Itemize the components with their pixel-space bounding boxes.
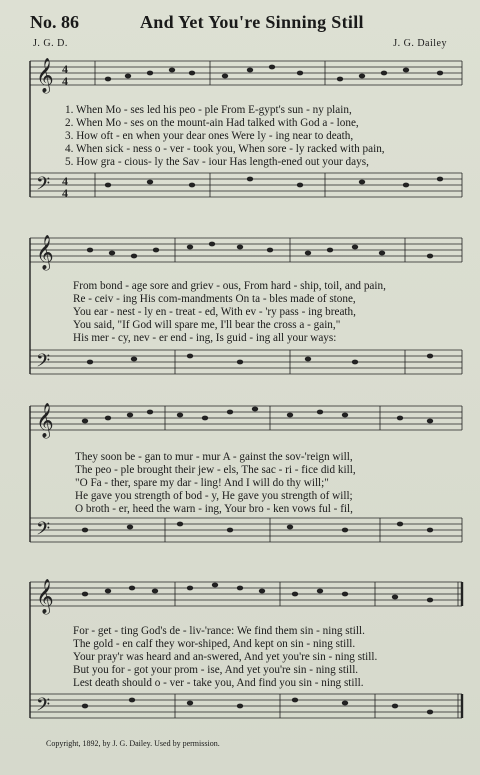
svg-text:𝄢: 𝄢 — [36, 519, 51, 544]
lyric-line: Your pray'r was heard and an-swered, And yet you're sin - ning still. — [73, 651, 378, 663]
svg-text:𝄢: 𝄢 — [36, 174, 51, 199]
svg-text:𝄞: 𝄞 — [36, 235, 54, 270]
lyric-line: For - get - ting God's de - liv-'rance: We find them sin - ning still. — [73, 625, 365, 637]
verse-lines-system-4 — [73, 625, 463, 690]
hymn-title: And Yet You're Sinning Still — [140, 12, 364, 32]
copyright-notice: Copyright, 1892, by J. G. Dailey. Used by permission. — [46, 739, 220, 748]
words-credit: J. G. D. — [33, 38, 68, 49]
lyric-line: He gave you strength of bod - y, He gave you strength of will; — [75, 490, 353, 502]
svg-text:𝄢: 𝄢 — [36, 695, 51, 720]
verse-lines-system-3 — [75, 451, 465, 516]
lyric-line: 5. How gra - cious- ly the Sav - iour Has length-ened out your days, — [65, 156, 369, 168]
svg-text:4: 4 — [62, 62, 68, 76]
svg-text:4: 4 — [62, 174, 68, 188]
lyric-line: You said, "If God will spare me, I'll bear the cross a - gain," — [73, 319, 341, 331]
lyric-line: The peo - ple brought their jew - els, The sac - ri - fice did kill, — [75, 464, 356, 476]
verse-lines-system-1 — [65, 104, 455, 169]
lyric-line: But you for - got your prom - ise, And yet you're sin - ning still. — [73, 664, 359, 676]
svg-text:𝄞: 𝄞 — [36, 579, 54, 614]
music-credit: J. G. Dailey — [393, 38, 447, 49]
lyric-line: Lest death should o - ver - take you, And find you sin - ning still. — [73, 677, 364, 689]
lyric-line: 3. How oft - en when your dear ones Were ly - ing near to death, — [65, 130, 354, 142]
svg-text:𝄢: 𝄢 — [36, 351, 51, 376]
lyric-line: 4. When sick - ness o - ver - took you, When sore - ly racked with pain, — [65, 143, 385, 155]
verse-lines-system-2 — [73, 280, 463, 345]
svg-text:4: 4 — [62, 186, 68, 200]
hymn-number: No. 86 — [30, 12, 79, 32]
svg-text:𝄞: 𝄞 — [36, 403, 54, 438]
lyric-line: O broth - er, heed the warn - ing, Your bro - ken vows ful - fil, — [75, 503, 353, 515]
svg-text:𝄞: 𝄞 — [36, 58, 54, 93]
lyric-line: You ear - nest - ly en - treat - ed, With ev - 'ry pass - ing breath, — [73, 306, 356, 318]
lyric-line: His mer - cy, nev - er end - ing, Is guid - ing all your ways: — [73, 332, 337, 344]
lyric-line: The gold - en calf they wor-shiped, And kept on sin - ning still. — [73, 638, 356, 650]
lyric-line: 2. When Mo - ses on the mount-ain Had talked with God a - lone, — [65, 117, 359, 129]
lyric-line: Re - ceiv - ing His com-mandments On ta - bles made of stone, — [73, 293, 356, 305]
lyric-line: They soon be - gan to mur - mur A - gainst the sov-'reign will, — [75, 451, 353, 463]
lyric-line: From bond - age sore and griev - ous, From hard - ship, toil, and pain, — [73, 280, 386, 292]
svg-text:4: 4 — [62, 74, 68, 88]
lyric-line: "O Fa - ther, spare my dar - ling! And I will do thy will;" — [75, 477, 329, 489]
lyric-line: 1. When Mo - ses led his peo - ple From E-gypt's sun - ny plain, — [65, 104, 352, 116]
